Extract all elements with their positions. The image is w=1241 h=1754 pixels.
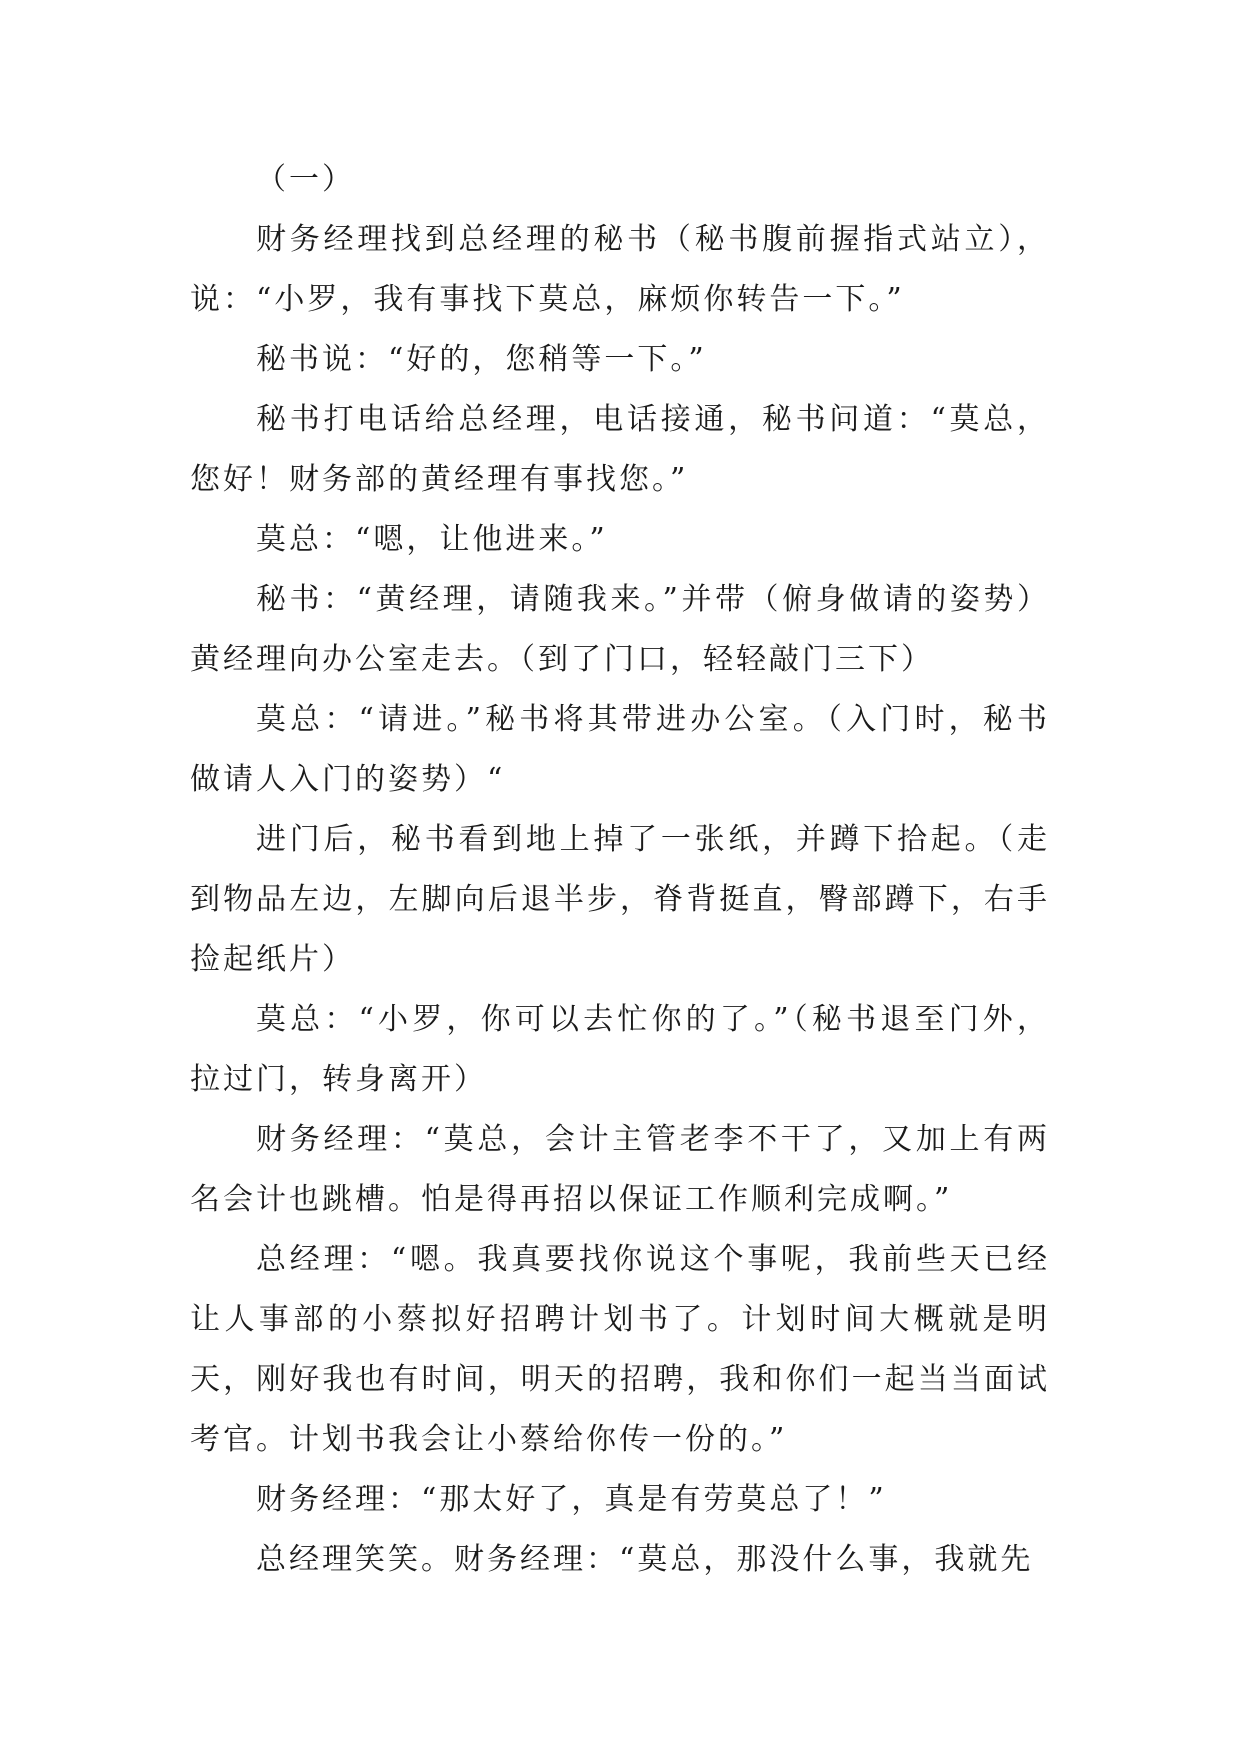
paragraph: 进门后，秘书看到地上掉了一张纸，并蹲下拾起。（走到物品左边，左脚向后退半步，脊背挺直，臀部蹲下，右手捡起纸片） xyxy=(190,822,1050,977)
paragraph: 秘书打电话给总经理，电话接通，秘书问道：“莫总，您好！财务部的黄经理有事找您。” xyxy=(190,402,1050,497)
paragraph: 秘书：“黄经理，请随我来。”并带（俯身做请的姿势）黄经理向办公室走去。（到了门口，轻轻敲门三下） xyxy=(190,582,1050,677)
paragraph: 总经理笑笑。财务经理：“莫总，那没什么事，我就先 xyxy=(256,1542,1034,1577)
paragraph: 莫总：“请进。”秘书将其带进办公室。（入门时，秘书做请人入门的姿势）“ xyxy=(190,702,1050,797)
paragraph: 秘书说：“好的，您稍等一下。” xyxy=(256,342,707,377)
section-heading: （一） xyxy=(256,162,355,197)
paragraph: 莫总：“嗯，让他进来。” xyxy=(256,522,608,557)
document-body xyxy=(190,150,1050,1590)
paragraph: 财务经理：“莫总，会计主管老李不干了，又加上有两名会计也跳槽。怕是得再招以保证工作顺利完成啊。” xyxy=(190,1122,1050,1217)
paragraph: 财务经理找到总经理的秘书（秘书腹前握指式站立），说：“小罗，我有事找下莫总，麻烦你转告一下。” xyxy=(190,222,1050,317)
paragraph: 莫总：“小罗，你可以去忙你的了。”（秘书退至门外，拉过门，转身离开） xyxy=(190,1002,1050,1097)
paragraph: 总经理：“嗯。我真要找你说这个事呢，我前些天已经让人事部的小蔡拟好招聘计划书了。计划时间大概就是明天，刚好我也有时间，明天的招聘，我和你们一起当当面试考官。计划书我会让小蔡给你传一份的。” xyxy=(190,1242,1050,1457)
paragraph: 财务经理：“那太好了，真是有劳莫总了！” xyxy=(256,1482,887,1517)
